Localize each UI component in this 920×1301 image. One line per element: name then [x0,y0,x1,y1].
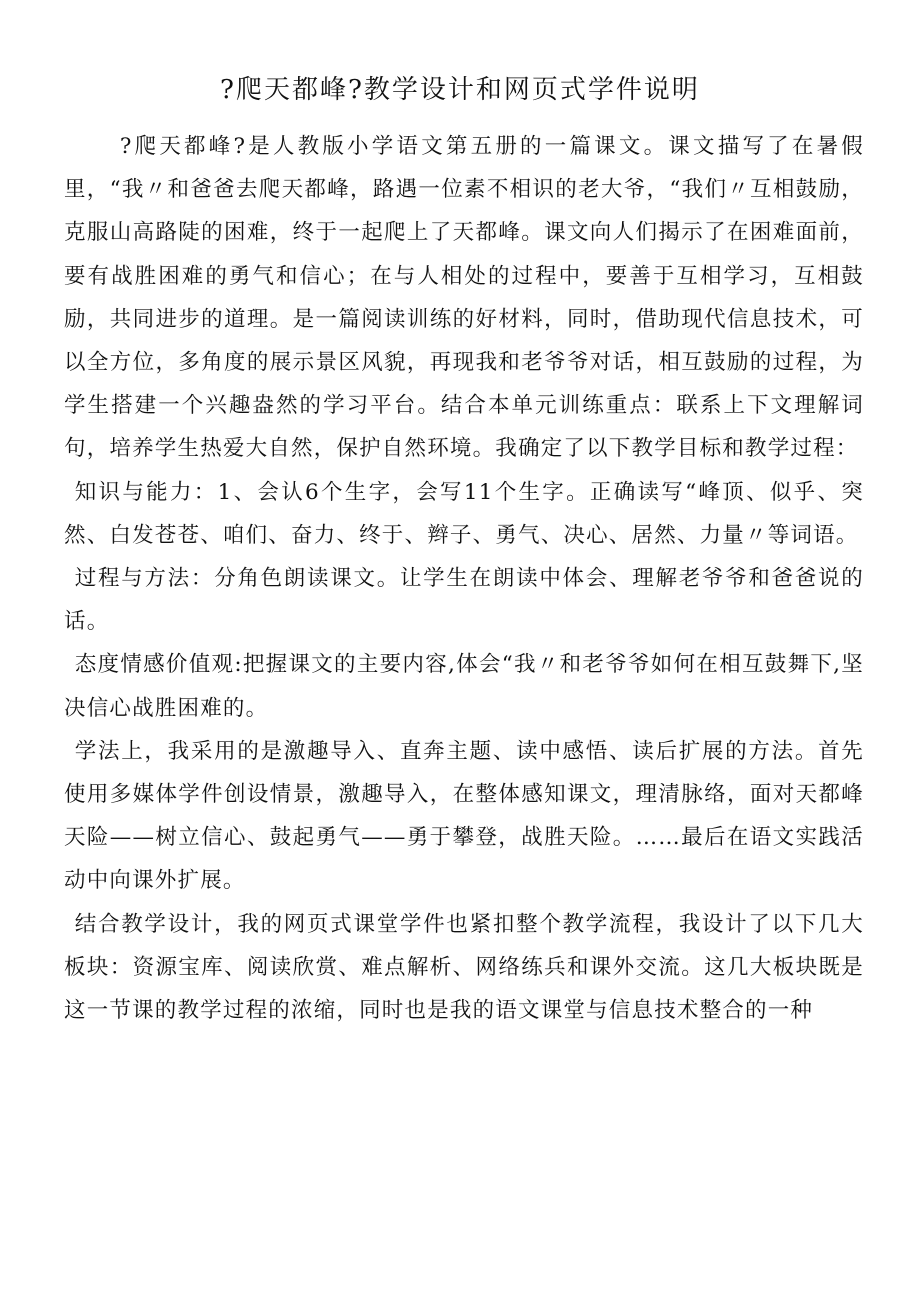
paragraph-process-method: 过程与方法：分角色朗读课文。让学生在朗读中体会、理解老爷爷和爸爸说的话。 [64,566,864,635]
paragraph-intro: ?爬天都峰?是人教版小学语文第五册的一篇课文。课文描写了在暑假里，“我〃和爸爸去爬天都峰，路遇一位素不相识的老大爷，“我们〃互相鼓励，克服山高路陡的困难，终于一起爬上了天都峰。课文向人们揭示了在困难面前，要有战胜困难的勇气和信心；在与人相处的过程中，要善于互相学习，互相鼓励，共同进步的道理。是一篇阅读训练的好材料，同时，借助现代信息技术，可以全方位，多角度的展示景区风貌，再现我和老爷爷对话，相互鼓励的过程，为学生搭建一个兴趣盎然的学习平台。结合本单元训练重点：联系上下文理解词句，培养学生热爱大自然，保护自然环境。我确定了以下教学目标和教学过程： [64,134,864,462]
paragraph-learning-method: 学法上，我采用的是激趣导入、直奔主题、读中感悟、读后扩展的方法。首先使用多媒体学件创设情景，激趣导入，在整体感知课文，理清脉络，面对天都峰天险——树立信心、鼓起勇气——勇于攀登，战胜天险。……最后在语文实践活动中向课外扩展。 [64,738,864,894]
paragraph-knowledge-ability: 知识与能力：1、会认6个生字，会写11个生字。正确读写“峰顶、似乎、突然、白发苍苍、咱们、奋力、终于、辫子、勇气、决心、居然、力量〃等词语。 [64,479,864,548]
document-title: ?爬天都峰?教学设计和网页式学件说明 [220,75,700,105]
document-body [64,125,864,1032]
paragraph-courseware-design: 结合教学设计，我的网页式课堂学件也紧扣整个教学流程，我设计了以下几大板块：资源宝库、阅读欣赏、难点解析、网络练兵和课外交流。这几大板块既是这一节课的教学过程的浓缩，同时也是我的语文课堂与信息技术整合的一种 [64,911,864,1024]
paragraph-attitude-values: 态度情感价值观:把握课文的主要内容,体会“我〃和老爷爷如何在相互鼓舞下,坚决信心战胜困难的。 [64,652,864,721]
